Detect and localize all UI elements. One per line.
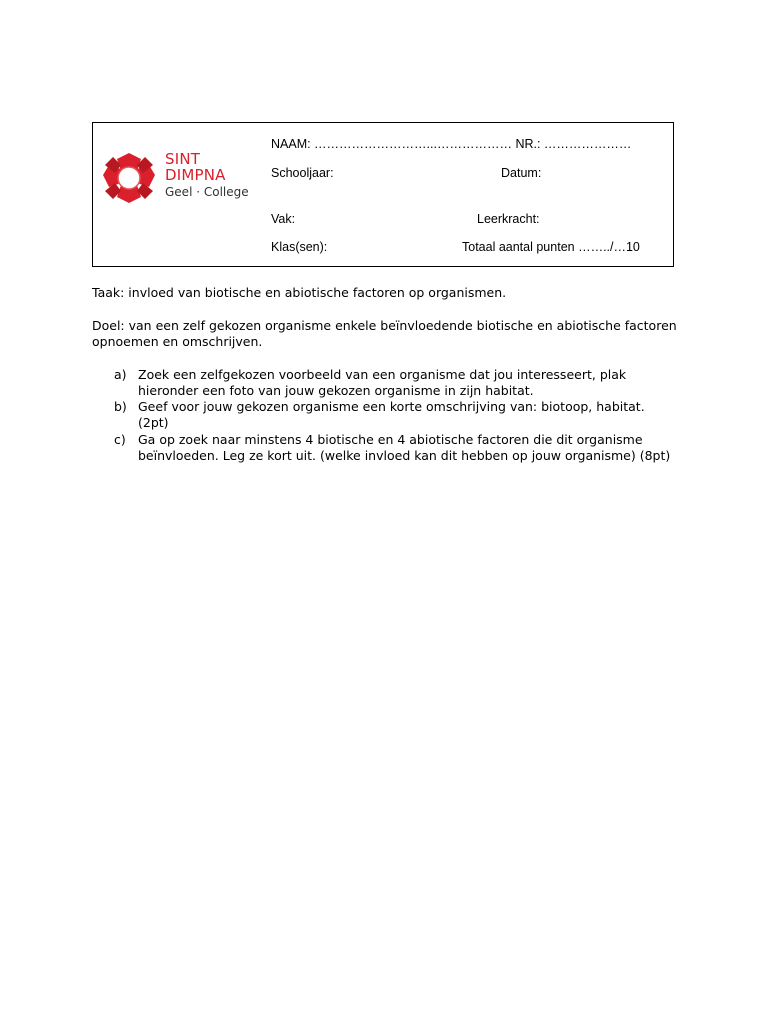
doel-paragraph: Doel: van een zelf gekozen organisme enkele beïnvloedende biotische en abiotische factoren opnoemen en omschrijven. [92, 318, 677, 349]
field-vak: Vak: [271, 212, 296, 226]
list-text: Geef voor jouw gekozen organisme een korte omschrijving van: biotoop, habitat. (2pt) [138, 399, 645, 430]
flower-logo-icon [103, 153, 155, 203]
logo-text-dimpna: DIMPNA [165, 166, 226, 184]
logo-text-sint: SINT [165, 150, 201, 168]
list-letter: c) [114, 432, 126, 447]
field-leerkracht: Leerkracht: [477, 212, 540, 226]
field-datum: Datum: [501, 166, 542, 180]
field-totaal-punten: Totaal aantal punten ……../…10 [462, 240, 640, 254]
logo-text-college: Geel · College [165, 185, 249, 199]
list-text: Zoek een zelfgekozen voorbeeld van een organisme dat jou interesseert, plak hieronder een foto van jouw gekozen organisme in zijn habitat. [138, 367, 627, 398]
header-box [92, 122, 674, 267]
field-naam: NAAM: ………………………...……………… NR.: ………………… [271, 137, 632, 151]
taak-paragraph: Taak: invloed van biotische en abiotische factoren op organismen. [92, 285, 507, 300]
school-logo [103, 151, 253, 203]
field-schooljaar: Schooljaar: [271, 166, 334, 180]
list-text: Ga op zoek naar minstens 4 biotische en 4 abiotische factoren die dit organisme beïnvloeden. Leg ze kort uit. (welke invloed kan dit hebben op jouw organisme) (8pt) [138, 432, 671, 463]
field-klas: Klas(sen): [271, 240, 328, 254]
list-letter: b) [114, 399, 127, 414]
list-letter: a) [114, 367, 127, 382]
